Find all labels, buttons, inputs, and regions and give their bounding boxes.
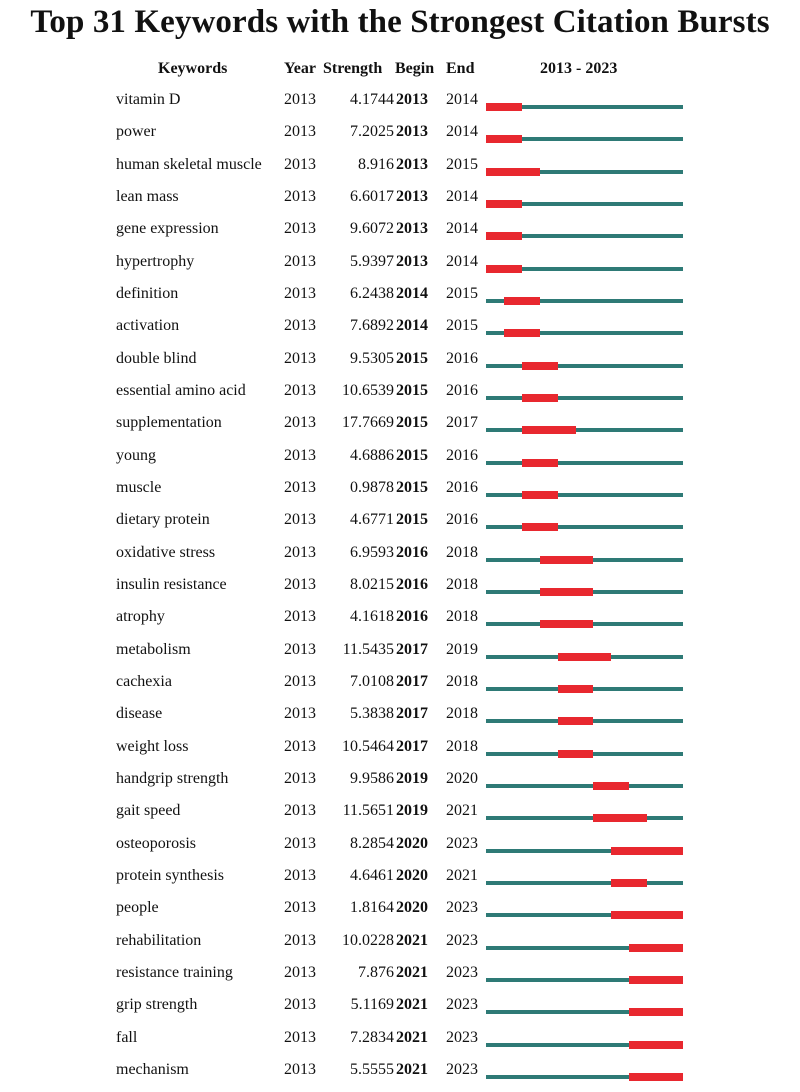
- strength-cell: 11.5651: [342, 802, 394, 820]
- year-cell: 2013: [284, 91, 316, 108]
- burst-bar: [629, 1041, 683, 1049]
- table-row: [0, 187, 800, 219]
- begin-cell: 2016: [396, 543, 428, 561]
- table-row: [0, 413, 800, 445]
- begin-cell: 2013: [396, 155, 428, 173]
- header-range: 2013 - 2023: [540, 60, 618, 77]
- table-row: [0, 898, 800, 930]
- end-cell: 2018: [446, 543, 478, 561]
- end-cell: 2023: [446, 899, 478, 917]
- burst-bar: [558, 653, 612, 661]
- table-row: [0, 219, 800, 251]
- begin-cell: 2015: [396, 511, 428, 529]
- year-cell: 2013: [284, 672, 316, 690]
- year-cell: 2013: [284, 1028, 316, 1046]
- strength-cell: 9.9586: [350, 769, 394, 787]
- year-cell: 2013: [284, 996, 316, 1014]
- table-row: [0, 995, 800, 1027]
- end-cell: 2016: [446, 478, 478, 496]
- year-cell: 2013: [284, 963, 316, 981]
- begin-cell: 2013: [396, 91, 428, 108]
- begin-cell: 2020: [396, 899, 428, 917]
- table-row: [0, 543, 800, 575]
- burst-bar: [522, 523, 558, 531]
- year-cell: 2013: [284, 414, 316, 432]
- begin-cell: 2021: [396, 1028, 428, 1046]
- keyword-cell: rehabilitation: [116, 931, 202, 949]
- strength-cell: 9.6072: [350, 220, 394, 238]
- table-row: [0, 1060, 800, 1092]
- timeline-bar: [486, 396, 683, 400]
- burst-bar: [558, 750, 594, 758]
- end-cell: 2015: [446, 155, 478, 173]
- keyword-cell: protein synthesis: [116, 866, 224, 884]
- year-cell: 2013: [284, 575, 316, 593]
- keyword-cell: gait speed: [116, 802, 181, 820]
- burst-bar: [522, 426, 576, 434]
- begin-cell: 2013: [396, 187, 428, 205]
- end-cell: 2018: [446, 672, 478, 690]
- table-row: [0, 866, 800, 898]
- year-cell: 2013: [284, 802, 316, 820]
- table-row: [0, 1028, 800, 1060]
- begin-cell: 2020: [396, 866, 428, 884]
- timeline-bar: [486, 816, 683, 820]
- strength-cell: 7.2025: [350, 123, 394, 141]
- end-cell: 2019: [446, 640, 478, 658]
- keyword-cell: essential amino acid: [116, 381, 246, 399]
- strength-cell: 5.3838: [350, 705, 394, 723]
- strength-cell: 10.6539: [342, 381, 394, 399]
- end-cell: 2016: [446, 349, 478, 367]
- year-cell: 2013: [284, 769, 316, 787]
- begin-cell: 2016: [396, 575, 428, 593]
- keyword-cell: hypertrophy: [116, 252, 195, 270]
- strength-cell: 9.5305: [350, 349, 394, 367]
- end-cell: 2018: [446, 575, 478, 593]
- year-cell: 2013: [284, 446, 316, 464]
- keyword-cell: resistance training: [116, 963, 233, 981]
- table-row: [0, 349, 800, 381]
- keyword-cell: osteoporosis: [116, 834, 196, 852]
- table-row: [0, 446, 800, 478]
- keyword-cell: handgrip strength: [116, 769, 229, 787]
- begin-cell: 2015: [396, 446, 428, 464]
- end-cell: 2016: [446, 446, 478, 464]
- year-cell: 2013: [284, 123, 316, 141]
- timeline-bar: [486, 364, 683, 368]
- keyword-cell: disease: [116, 705, 163, 723]
- timeline-bar: [486, 493, 683, 497]
- burst-bar: [593, 814, 647, 822]
- header-end: End: [446, 60, 475, 77]
- begin-cell: 2013: [396, 220, 428, 238]
- table-row: [0, 381, 800, 413]
- table-row: [0, 801, 800, 833]
- end-cell: 2017: [446, 414, 478, 432]
- begin-cell: 2015: [396, 478, 428, 496]
- burst-bar: [629, 944, 683, 952]
- year-cell: 2013: [284, 349, 316, 367]
- strength-cell: 6.6017: [350, 187, 394, 205]
- begin-cell: 2019: [396, 802, 428, 820]
- end-cell: 2014: [446, 123, 478, 141]
- burst-bar: [486, 168, 540, 176]
- begin-cell: 2019: [396, 769, 428, 787]
- chart-title: Top 31 Keywords with the Strongest Citation Bursts: [30, 4, 770, 40]
- table-row: [0, 510, 800, 542]
- table-row: [0, 704, 800, 736]
- keyword-cell: activation: [116, 317, 180, 335]
- strength-cell: 8.916: [358, 155, 394, 173]
- begin-cell: 2017: [396, 640, 428, 658]
- keyword-cell: metabolism: [116, 640, 191, 658]
- header-begin: Begin: [395, 60, 435, 77]
- table-row: [0, 252, 800, 284]
- end-cell: 2023: [446, 1028, 478, 1046]
- begin-cell: 2021: [396, 996, 428, 1014]
- end-cell: 2023: [446, 1060, 478, 1078]
- keyword-cell: muscle: [116, 478, 162, 496]
- begin-cell: 2017: [396, 737, 428, 755]
- begin-cell: 2015: [396, 414, 428, 432]
- end-cell: 2023: [446, 963, 478, 981]
- burst-bar: [504, 297, 540, 305]
- keyword-cell: supplementation: [116, 414, 222, 432]
- keyword-cell: double blind: [116, 349, 197, 367]
- strength-cell: 1.8164: [350, 899, 394, 917]
- end-cell: 2018: [446, 705, 478, 723]
- year-cell: 2013: [284, 511, 316, 529]
- strength-cell: 8.0215: [350, 575, 394, 593]
- begin-cell: 2021: [396, 963, 428, 981]
- begin-cell: 2021: [396, 931, 428, 949]
- year-cell: 2013: [284, 866, 316, 884]
- burst-bar: [486, 103, 522, 111]
- burst-bar: [611, 879, 647, 887]
- burst-bar: [486, 200, 522, 208]
- table-row: [0, 769, 800, 801]
- strength-cell: 10.5464: [342, 737, 394, 755]
- burst-bar: [593, 782, 629, 790]
- keyword-cell: mechanism: [116, 1060, 189, 1078]
- keyword-cell: atrophy: [116, 608, 165, 626]
- begin-cell: 2020: [396, 834, 428, 852]
- timeline-bar: [486, 784, 683, 788]
- begin-cell: 2014: [396, 317, 428, 335]
- strength-cell: 5.5555: [350, 1060, 394, 1078]
- year-cell: 2013: [284, 705, 316, 723]
- end-cell: 2023: [446, 834, 478, 852]
- timeline-bar: [486, 428, 683, 432]
- burst-bar: [558, 685, 594, 693]
- keyword-cell: insulin resistance: [116, 575, 227, 593]
- end-cell: 2020: [446, 769, 478, 787]
- strength-cell: 8.2854: [350, 834, 394, 852]
- keyword-cell: fall: [116, 1028, 138, 1046]
- year-cell: 2013: [284, 155, 316, 173]
- burst-bar: [540, 556, 594, 564]
- keyword-cell: grip strength: [116, 996, 198, 1014]
- burst-bar: [486, 135, 522, 143]
- keyword-cell: vitamin D: [116, 91, 181, 108]
- strength-cell: 10.0228: [342, 931, 394, 949]
- keyword-cell: human skeletal muscle: [116, 155, 262, 173]
- keyword-cell: gene expression: [116, 220, 219, 238]
- burst-bar: [540, 620, 594, 628]
- year-cell: 2013: [284, 737, 316, 755]
- burst-bar: [504, 329, 540, 337]
- end-cell: 2021: [446, 866, 478, 884]
- year-cell: 2013: [284, 317, 316, 335]
- table-row: [0, 478, 800, 510]
- table-row: [0, 737, 800, 769]
- year-cell: 2013: [284, 543, 316, 561]
- keyword-cell: weight loss: [116, 737, 189, 755]
- strength-cell: 17.7669: [342, 414, 394, 432]
- end-cell: 2015: [446, 317, 478, 335]
- burst-bar: [486, 232, 522, 240]
- strength-cell: 0.9878: [350, 478, 394, 496]
- keyword-cell: definition: [116, 284, 179, 302]
- year-cell: 2013: [284, 1060, 316, 1078]
- strength-cell: 7.6892: [350, 317, 394, 335]
- end-cell: 2016: [446, 511, 478, 529]
- burst-bar: [522, 491, 558, 499]
- strength-cell: 7.0108: [350, 672, 394, 690]
- strength-cell: 7.876: [358, 963, 394, 981]
- strength-cell: 4.6771: [350, 511, 394, 529]
- begin-cell: 2013: [396, 252, 428, 270]
- burst-bar: [522, 459, 558, 467]
- strength-cell: 7.2834: [350, 1028, 394, 1046]
- burst-bar: [629, 1008, 683, 1016]
- end-cell: 2014: [446, 252, 478, 270]
- timeline-bar: [486, 525, 683, 529]
- table-row: [0, 316, 800, 348]
- begin-cell: 2021: [396, 1060, 428, 1078]
- end-cell: 2021: [446, 802, 478, 820]
- begin-cell: 2015: [396, 349, 428, 367]
- keyword-cell: people: [116, 899, 159, 917]
- year-cell: 2013: [284, 220, 316, 238]
- end-cell: 2023: [446, 931, 478, 949]
- header-strength: Strength: [323, 60, 383, 77]
- keyword-cell: dietary protein: [116, 511, 210, 529]
- table-row: [0, 834, 800, 866]
- burst-bar: [558, 717, 594, 725]
- keyword-cell: young: [116, 446, 156, 464]
- burst-bar: [486, 265, 522, 273]
- end-cell: 2016: [446, 381, 478, 399]
- header-keywords: Keywords: [158, 60, 228, 77]
- year-cell: 2013: [284, 252, 316, 270]
- table-row: [0, 607, 800, 639]
- table-row: [0, 640, 800, 672]
- end-cell: 2015: [446, 284, 478, 302]
- table-row: [0, 284, 800, 316]
- year-cell: 2013: [284, 899, 316, 917]
- strength-cell: 4.1744: [350, 91, 394, 108]
- strength-cell: 6.9593: [350, 543, 394, 561]
- begin-cell: 2015: [396, 381, 428, 399]
- table-row: [0, 155, 800, 187]
- year-cell: 2013: [284, 187, 316, 205]
- table-row: [0, 575, 800, 607]
- strength-cell: 5.9397: [350, 252, 394, 270]
- year-cell: 2013: [284, 640, 316, 658]
- strength-cell: 5.1169: [350, 996, 394, 1014]
- end-cell: 2018: [446, 737, 478, 755]
- year-cell: 2013: [284, 608, 316, 626]
- begin-cell: 2017: [396, 672, 428, 690]
- timeline-bar: [486, 881, 683, 885]
- begin-cell: 2013: [396, 123, 428, 141]
- end-cell: 2014: [446, 220, 478, 238]
- year-cell: 2013: [284, 834, 316, 852]
- year-cell: 2013: [284, 284, 316, 302]
- burst-bar: [540, 588, 594, 596]
- timeline-bar: [486, 461, 683, 465]
- table-row: [0, 672, 800, 704]
- end-cell: 2014: [446, 187, 478, 205]
- table-row: [0, 963, 800, 995]
- strength-cell: 4.6886: [350, 446, 394, 464]
- keyword-cell: lean mass: [116, 187, 179, 205]
- keyword-cell: cachexia: [116, 672, 172, 690]
- keyword-cell: power: [116, 123, 156, 141]
- strength-cell: 4.1618: [350, 608, 394, 626]
- end-cell: 2014: [446, 91, 478, 108]
- strength-cell: 6.2438: [350, 284, 394, 302]
- table-row: [0, 90, 800, 122]
- header-year: Year: [284, 60, 316, 77]
- year-cell: 2013: [284, 478, 316, 496]
- end-cell: 2018: [446, 608, 478, 626]
- year-cell: 2013: [284, 381, 316, 399]
- begin-cell: 2017: [396, 705, 428, 723]
- year-cell: 2013: [284, 931, 316, 949]
- burst-bar: [611, 911, 683, 919]
- strength-cell: 11.5435: [342, 640, 394, 658]
- begin-cell: 2014: [396, 284, 428, 302]
- end-cell: 2023: [446, 996, 478, 1014]
- strength-cell: 4.6461: [350, 866, 394, 884]
- burst-bar: [522, 394, 558, 402]
- burst-bar: [611, 847, 683, 855]
- keyword-cell: oxidative stress: [116, 543, 216, 561]
- table-row: [0, 931, 800, 963]
- table-row: [0, 122, 800, 154]
- burst-bar: [522, 362, 558, 370]
- begin-cell: 2016: [396, 608, 428, 626]
- burst-bar: [629, 976, 683, 984]
